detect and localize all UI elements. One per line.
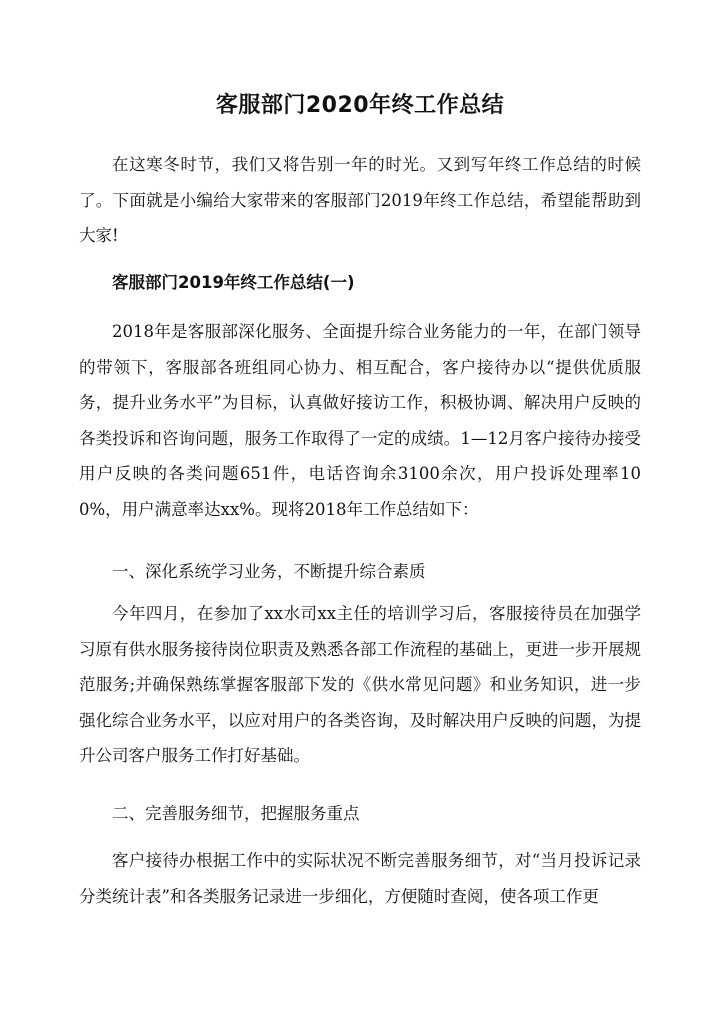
- document-title: 客服部门2020年终工作总结: [215, 93, 505, 118]
- paragraph-1: 2018年是客服部深化服务、全面提升综合业务能力的一年，在部门领导的带领下，客服部各班组同心协力、相互配合，客户接待办以“提供优质服务，提升业务水平”为目标，认真做好接访工作，积极协调、解决用户反映的各类投诉和咨询问题，服务工作取得了一定的成绩。1—12月客户接待办接受用户反映的各类问题651件，电话咨询余3100余次，用户投诉处理率100%，用户满意率达xx%。现将2018年工作总结如下：: [79, 322, 641, 519]
- intro-paragraph: 在这寒冬时节，我们又将告别一年的时光。又到写年终工作总结的时候了。下面就是小编给大家带来的客服部门2019年终工作总结，希望能帮助到大家!: [79, 155, 641, 245]
- paragraph-3: 客户接待办根据工作中的实际状况不断完善服务细节，对“当月投诉记录分类统计表”和各类服务记录进一步细化，方便随时查阅，使各项工作更: [79, 851, 641, 906]
- heading-2: 二、完善服务细节，把握服务重点: [112, 804, 360, 823]
- paragraph-2: 今年四月，在参加了xx水司xx主任的培训学习后，客服接待员在加强学习原有供水服务接待岗位职责及熟悉各部工作流程的基础上，更进一步开展规范服务;并确保熟练掌握客服部下发的《供水常见问题》和业务知识，进一步强化综合业务水平，以应对用户的各类咨询，及时解决用户反映的问题，为提升公司客户服务工作打好基础。: [79, 604, 641, 765]
- section-title: 客服部门2019年终工作总结(一): [112, 273, 355, 292]
- heading-1: 一、深化系统学习业务，不断提升综合素质: [112, 562, 426, 581]
